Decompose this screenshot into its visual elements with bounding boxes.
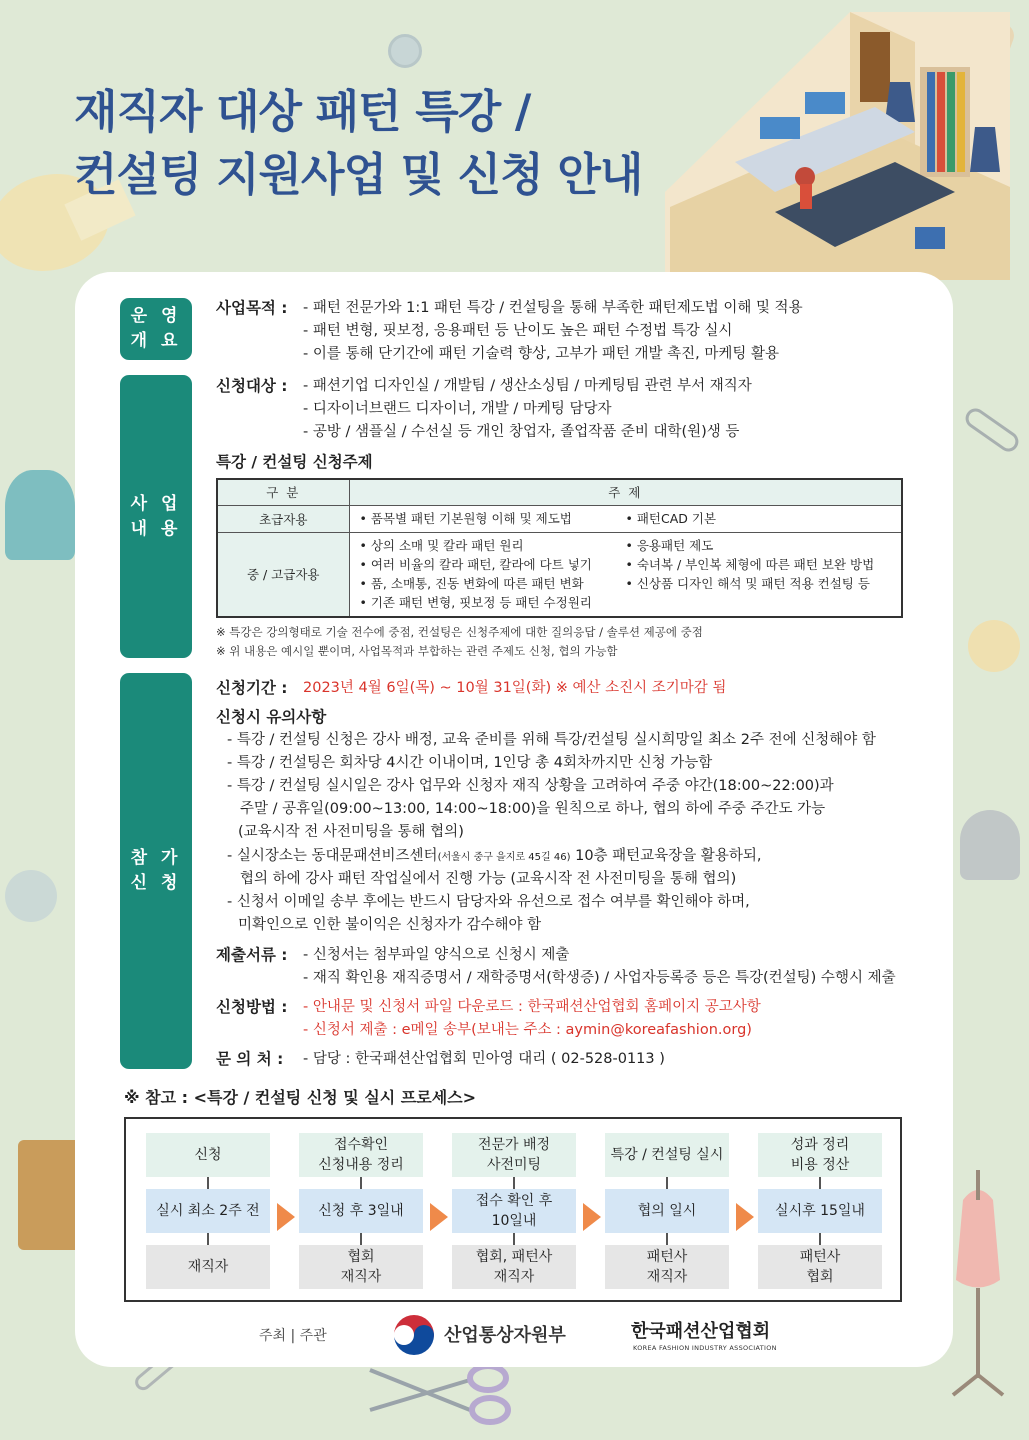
documents-line-1: - 신청서는 첨부파일 양식으로 신청시 제출 — [303, 947, 570, 963]
target-line-3: - 공방 / 샘플실 / 수선실 등 개인 창업자, 졸업작품 준비 대학(원)생 등 — [303, 424, 740, 440]
ministry-name: 산업통상자원부 — [444, 1325, 566, 1346]
purpose-line-2: - 패턴 변형, 핏보정, 응용패턴 등 난이도 높은 패턴 수정법 특강 실시 — [303, 323, 733, 339]
table-row — [217, 505, 902, 532]
topics-note-1: ※ 특강은 강의형태로 기술 전수에 중점, 컨설팅은 신청주제에 대한 질의응답 / 솔루션 제공에 중점 — [216, 625, 703, 639]
documents-line-2: - 재직 확인용 재직증명서 / 재학증명서(학생증) / 사업자등록증 등은 특강(컨설팅) 수행시 제출 — [303, 970, 896, 986]
process-step: 신청 실시 최소 2주 전 재직자 — [146, 1133, 270, 1289]
association-english-name: KOREA FASHION INDUSTRY ASSOCIATION — [633, 1344, 777, 1352]
thimble-decoration — [960, 810, 1020, 880]
topics-group-beginner: 초급자용 — [217, 505, 349, 532]
notice-line: - 특강 / 컨설팅은 회차당 4시간 이내이며, 1인당 총 4회차까지만 신청 가능함 — [227, 755, 713, 771]
topic-item: • 여러 비율의 칼라 패턴, 칼라에 다트 넣기 — [359, 557, 592, 573]
contact-label: 문 의 처 : — [216, 1050, 284, 1068]
round-button-decoration — [5, 870, 57, 922]
notice-line: 미확인으로 인한 불이익은 신청자가 감수해야 함 — [238, 917, 542, 933]
topic-item: • 숙녀복 / 부인복 체형에 따른 패턴 보완 방법 — [625, 557, 875, 573]
title-line-1: 재직자 대상 패턴 특강 / — [74, 85, 531, 138]
venue-address: (서울시 중구 을지로 45길 46) — [437, 852, 571, 863]
process-step: 전문가 배정 사전미팅 접수 확인 후 10일내 협회, 패턴사 재직자 — [452, 1133, 576, 1289]
notice-line: 주말 / 공휴일(09:00~13:00, 14:00~18:00)을 원칙으로 하나, 협의 하에 주중 주간도 가능 — [240, 801, 826, 817]
process-arrow-icon — [583, 1203, 601, 1231]
topic-item: • 기존 패턴 변형, 핏보정 등 패턴 수정원리 — [359, 595, 592, 611]
tag-content: 사 업 내 용 — [120, 375, 192, 658]
target-label: 신청대상 : — [216, 377, 288, 395]
process-step: 접수확인 신청내용 정리 신청 후 3일내 협회 재직자 — [299, 1133, 423, 1289]
notice-line: - 특강 / 컨설팅 실시일은 강사 업무와 신청자 재직 상황을 고려하여 주중 야간(18:00~22:00)과 — [227, 778, 834, 794]
notice-venue-line: - 실시장소는 동대문패션비즈센터(서울시 중구 을지로 45길 46) 10층 패턴교육장을 활용하되, — [227, 848, 762, 864]
topic-item: • 신상품 디자인 해석 및 패턴 적용 컨설팅 등 — [625, 576, 870, 592]
topics-table — [216, 478, 903, 618]
workshop-illustration — [665, 12, 1010, 280]
topic-item: • 상의 소매 및 칼라 패턴 원리 — [359, 538, 524, 554]
purpose-line-3: - 이를 통해 단기간에 패턴 기술력 향상, 고부가 패턴 개발 촉진, 마케팅 활용 — [303, 346, 779, 362]
title-line-2: 컨설팅 지원사업 및 신청 안내 — [74, 148, 643, 201]
topics-heading: 특강 / 컨설팅 신청주제 — [216, 453, 373, 471]
topic-item: • 품, 소매통, 진동 변화에 따른 패턴 변화 — [359, 576, 584, 592]
method-download: - 안내문 및 신청서 파일 다운로드 : 한국패션산업협회 홈페이지 공고사항 — [303, 999, 761, 1015]
safety-pin-decoration — [962, 405, 1023, 456]
topics-note-2: ※ 위 내용은 예시일 뿐이며, 사업목적과 부합하는 관련 주제도 신청, 협의 가능함 — [216, 644, 618, 658]
pincushion-decoration — [5, 470, 75, 560]
purpose-line-1: - 패턴 전문가와 1:1 패턴 특강 / 컨설팅을 통해 부족한 패턴제도법 이해 및 적용 — [303, 300, 803, 316]
method-submit: - 신청서 제출 : e메일 송부(보내는 주소 : aymin@koreafashion.org) — [303, 1022, 752, 1038]
topic-item: • 품목별 패턴 기본원형 이해 및 제도법 — [359, 511, 572, 526]
process-arrow-icon — [736, 1203, 754, 1231]
notice-heading: 신청시 유의사항 — [216, 708, 327, 726]
topics-header-group: 구 분 — [217, 479, 349, 505]
process-heading: ※ 참고 : <특강 / 컨설팅 신청 및 실시 프로세스> — [124, 1088, 477, 1107]
topics-header-topic: 주 제 — [349, 479, 902, 505]
government-emblem-icon — [393, 1314, 435, 1356]
page-title — [74, 80, 642, 206]
yellow-button-decoration — [968, 620, 1020, 672]
table-row — [217, 532, 902, 617]
topic-item: • 패턴CAD 기본 — [625, 511, 717, 526]
purpose-label: 사업목적 : — [216, 299, 288, 317]
footer-host-label: 주최 | 주관 — [259, 1328, 327, 1344]
period-label: 신청기간 : — [216, 679, 288, 697]
target-line-2: - 디자이너브랜드 디자이너, 개발 / 마케팅 담당자 — [303, 401, 612, 417]
sewing-button-decoration — [388, 34, 422, 68]
method-label: 신청방법 : — [216, 998, 288, 1016]
documents-label: 제출서류 : — [216, 946, 288, 964]
period-value: 2023년 4월 6일(목) ~ 10월 31일(화) ※ 예산 소진시 조기마감 됨 — [303, 680, 727, 696]
contact-value: - 담당 : 한국패션산업협회 민아영 대리 ( 02-528-0113 ) — [303, 1051, 665, 1067]
process-arrow-icon — [277, 1203, 295, 1231]
process-arrow-icon — [430, 1203, 448, 1231]
notice-line: 협의 하에 강사 패턴 작업실에서 진행 가능 (교육시작 전 사전미팅을 통해 협의) — [240, 871, 737, 887]
scissors-decoration — [360, 1360, 520, 1430]
target-line-1: - 패션기업 디자인실 / 개발팀 / 생산소싱팀 / 마케팅팀 관련 부서 재직자 — [303, 378, 752, 394]
notice-line: - 특강 / 컨설팅 신청은 강사 배정, 교육 준비를 위해 특강/컨설팅 실시희망일 최소 2주 전에 신청해야 함 — [227, 732, 876, 748]
notice-line: - 신청서 이메일 송부 후에는 반드시 담당자와 유선으로 접수 여부를 확인해야 하며, — [227, 894, 750, 910]
process-step: 성과 정리 비용 정산 실시후 15일내 패턴사 협회 — [758, 1133, 882, 1289]
tag-apply: 참 가 신 청 — [120, 673, 192, 1069]
topic-item: • 응용패턴 제도 — [625, 538, 714, 554]
process-diagram — [124, 1117, 902, 1302]
tag-overview: 운 영 개 요 — [120, 298, 192, 360]
process-step: 특강 / 컨설팅 실시 협의 일시 패턴사 재직자 — [605, 1133, 729, 1289]
notice-line: (교육시작 전 사전미팅을 통해 협의) — [238, 824, 464, 840]
association-name: 한국패션산업협회 — [631, 1321, 771, 1342]
topics-group-advanced: 중 / 고급자용 — [217, 532, 349, 617]
